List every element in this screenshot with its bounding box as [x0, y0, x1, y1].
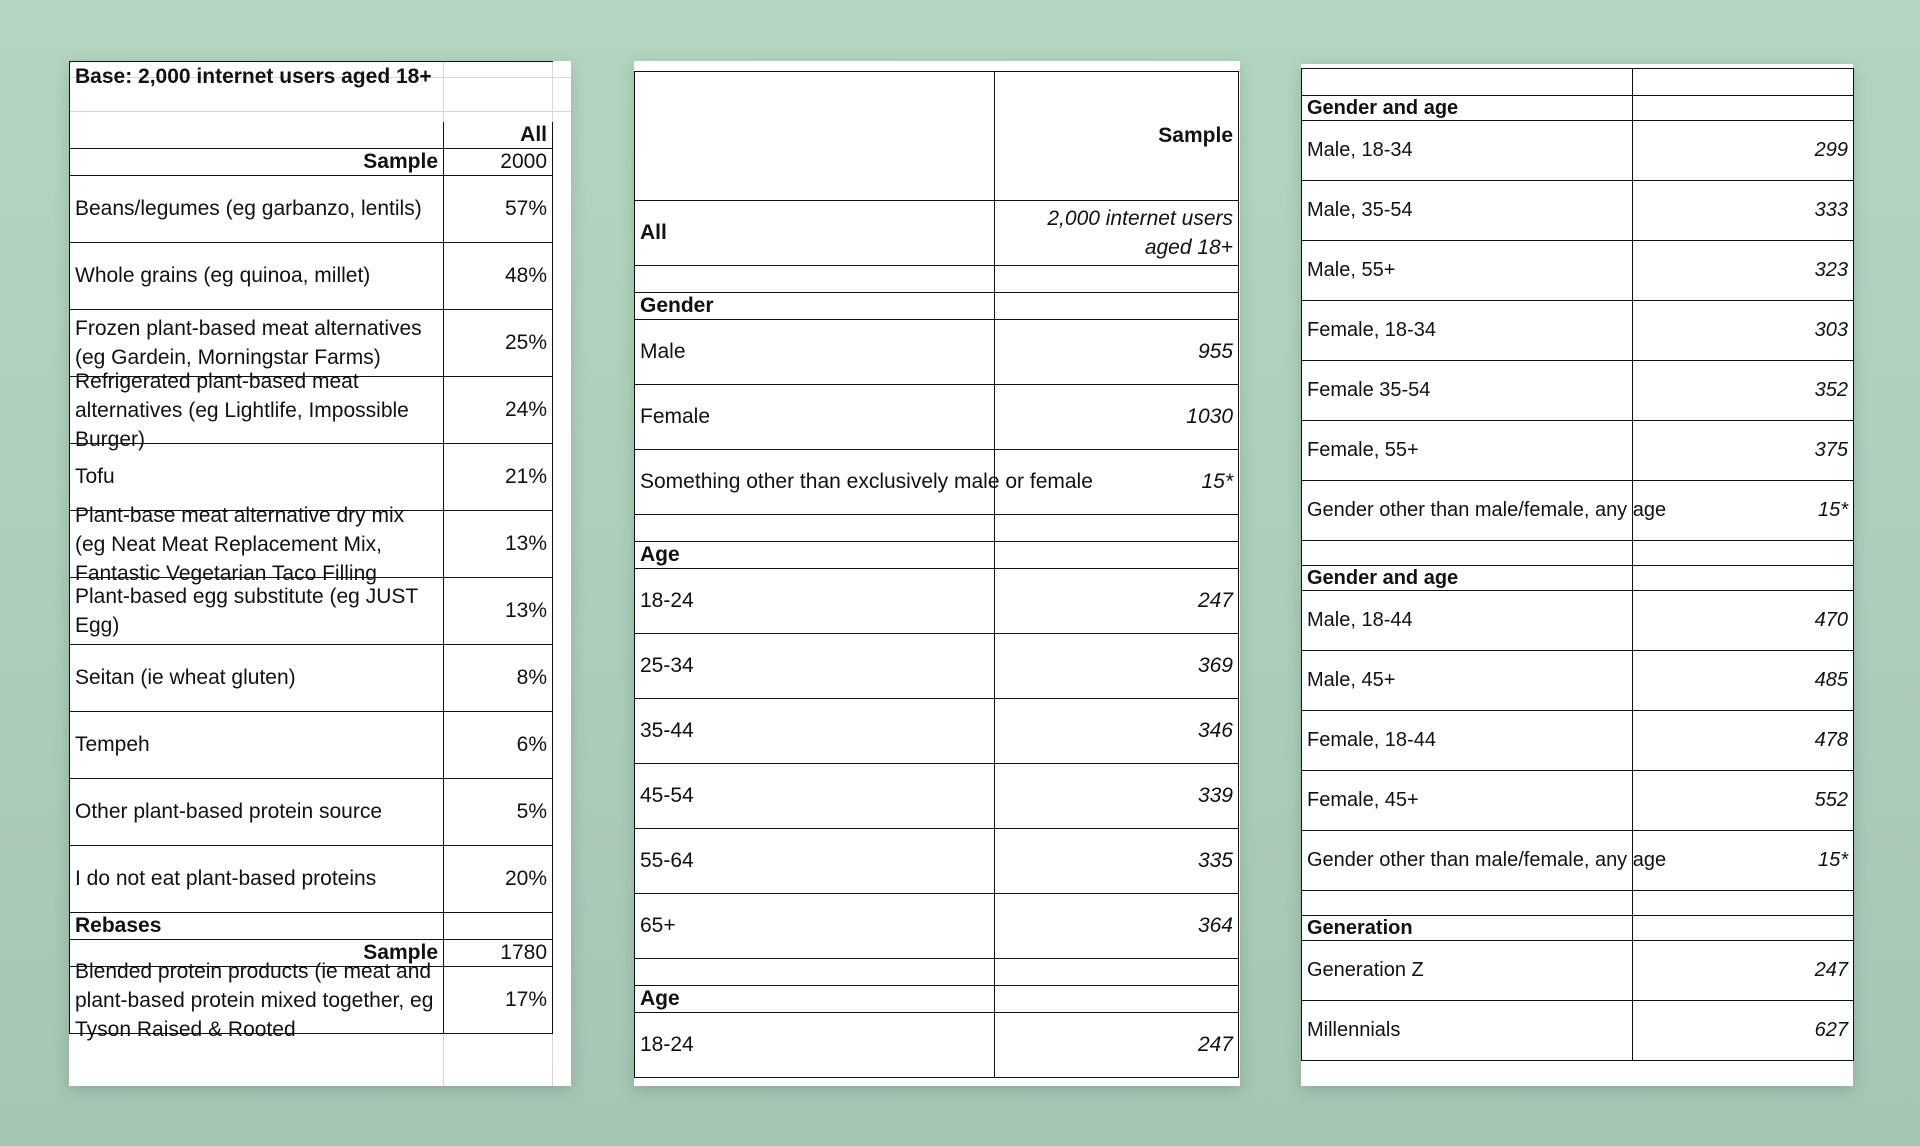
row-value: 955: [995, 320, 1239, 385]
row-value: 24%: [444, 377, 553, 444]
table-row: [1302, 181, 1854, 241]
row-label: Beans/legumes (eg garbanzo, lentils): [70, 176, 444, 243]
row-value: 627: [1633, 1001, 1854, 1061]
demographics-table: [1301, 68, 1854, 1061]
spacer-cell: [1633, 916, 1854, 941]
row-value: 333: [1633, 181, 1854, 241]
spacer-cell: [1633, 541, 1854, 566]
spreadsheet-panel-demographics: [1301, 64, 1853, 1086]
spacer-cell: [1302, 69, 1633, 96]
row-value: 339: [995, 764, 1239, 829]
spacer-cell: [1633, 69, 1854, 96]
row-label: Tofu: [70, 444, 444, 511]
table-row: [70, 779, 553, 846]
row-label: 65+: [635, 894, 995, 959]
row-label: Frozen plant-based meat alternatives (eg Gardein, Morningstar Farms): [70, 310, 444, 377]
section-title: Generation: [1302, 916, 1633, 941]
row-label: 45-54: [635, 764, 995, 829]
spacer-cell: [995, 515, 1239, 542]
rebase-sample-value: 1780: [444, 940, 553, 967]
row-value: 470: [1633, 591, 1854, 651]
row-value: 15*: [1633, 481, 1854, 541]
table-row: [635, 894, 1239, 959]
row-value: 335: [995, 829, 1239, 894]
row-value: 25%: [444, 310, 553, 377]
spacer-cell: [635, 515, 995, 542]
products-table: [69, 61, 553, 1041]
table-row: [635, 634, 1239, 699]
table-row: [1302, 421, 1854, 481]
row-label: Plant-based egg substitute (eg JUST Egg): [70, 578, 444, 645]
row-label: Male, 45+: [1302, 651, 1633, 711]
spacer-cell: [1633, 891, 1854, 916]
row-label: Generation Z: [1302, 941, 1633, 1001]
table-row: [1302, 121, 1854, 181]
rebase-sample-label: Sample: [70, 940, 444, 967]
table-row: [635, 1013, 1239, 1078]
row-value: 478: [1633, 711, 1854, 771]
table-row: [1302, 481, 1854, 541]
row-label: 18-24: [635, 1013, 995, 1078]
row-label: Female, 18-34: [1302, 301, 1633, 361]
row-label: Female: [635, 385, 995, 450]
column-header-sample: Sample: [995, 72, 1239, 201]
row-label: Female 35-54: [1302, 361, 1633, 421]
table-row: [70, 846, 553, 913]
table-row: [70, 578, 553, 645]
table-row: [635, 699, 1239, 764]
row-label-cell: [70, 959, 444, 1041]
table-row: [70, 712, 553, 779]
row-value: 375: [1633, 421, 1854, 481]
spacer-cell: [635, 266, 995, 293]
spacer-cell: [1302, 891, 1633, 916]
sample-label: Sample: [70, 149, 444, 176]
row-label: Tempeh: [70, 712, 444, 779]
row-value: 299: [1633, 121, 1854, 181]
all-value: 2,000 internet users aged 18+: [995, 201, 1239, 266]
table-row: [1302, 591, 1854, 651]
row-label: Other plant-based protein source: [70, 779, 444, 846]
row-label-cell: [70, 503, 444, 585]
row-value: 369: [995, 634, 1239, 699]
row-label: 35-44: [635, 699, 995, 764]
row-value: 247: [995, 1013, 1239, 1078]
row-value: 21%: [444, 444, 553, 511]
table-row: [635, 569, 1239, 634]
row-label: 55-64: [635, 829, 995, 894]
table-row: [635, 764, 1239, 829]
row-label: Male, 18-44: [1302, 591, 1633, 651]
row-value: 1030: [995, 385, 1239, 450]
base-label: Base: 2,000 internet users aged 18+: [70, 62, 553, 93]
table-row: [635, 320, 1239, 385]
table-row: [70, 243, 553, 310]
row-value: 303: [1633, 301, 1854, 361]
row-label: Female, 18-44: [1302, 711, 1633, 771]
row-value: 13%: [444, 578, 553, 645]
row-value: 247: [1633, 941, 1854, 1001]
table-row: [1302, 651, 1854, 711]
row-label: Female, 55+: [1302, 421, 1633, 481]
row-value: 48%: [444, 243, 553, 310]
table-row: [1302, 1001, 1854, 1061]
row-value: 364: [995, 894, 1239, 959]
table-row: [1302, 241, 1854, 301]
row-value: 17%: [444, 967, 553, 1034]
row-label: 18-24: [635, 569, 995, 634]
row-label: Blended protein products (ie meat and plant-based protein mixed together, eg Tyson Raised & Rooted: [75, 959, 434, 1041]
spacer-cell: [995, 959, 1239, 986]
spacer-cell: [995, 266, 1239, 293]
row-label: Refrigerated plant-based meat alternatives (eg Lightlife, Impossible Burger): [75, 369, 409, 451]
table-row: [635, 385, 1239, 450]
table-row: [70, 511, 553, 578]
table-row: [1302, 831, 1854, 891]
row-label: Male, 35-54: [1302, 181, 1633, 241]
spacer-cell: [1302, 541, 1633, 566]
table-row: [70, 645, 553, 712]
table-row: [1302, 771, 1854, 831]
table-row: [70, 967, 553, 1034]
sample-value: 2000: [444, 149, 553, 176]
row-value: 15*: [995, 450, 1239, 515]
spacer-cell: [995, 986, 1239, 1013]
row-value: 5%: [444, 779, 553, 846]
row-value: 323: [1633, 241, 1854, 301]
table-row: [1302, 361, 1854, 421]
table-row: [70, 176, 553, 243]
row-value: 20%: [444, 846, 553, 913]
row-value: 352: [1633, 361, 1854, 421]
table-row: [1302, 941, 1854, 1001]
row-label: 25-34: [635, 634, 995, 699]
spreadsheet-panel-sample: [634, 61, 1240, 1086]
row-value: 346: [995, 699, 1239, 764]
row-value: 247: [995, 569, 1239, 634]
header-blank-cell: [70, 122, 444, 149]
spacer-cell: [635, 959, 995, 986]
table-row: [635, 829, 1239, 894]
row-label: Male, 55+: [1302, 241, 1633, 301]
row-value: 57%: [444, 176, 553, 243]
section-title: Gender and age: [1302, 96, 1633, 121]
row-label: Seitan (ie wheat gluten): [70, 645, 444, 712]
column-header-all: All: [444, 122, 553, 149]
row-label: Whole grains (eg quinoa, millet): [70, 243, 444, 310]
section-title: Gender and age: [1302, 566, 1633, 591]
row-label-cell: [70, 369, 444, 451]
table-row: [1302, 301, 1854, 361]
table-row: [635, 450, 1239, 515]
row-label: Plant-base meat alternative dry mix (eg Neat Meat Replacement Mix, Fantastic Vegetarian Taco Filling: [75, 503, 405, 585]
row-label: Something other than exclusively male or female: [635, 450, 995, 515]
row-value: 6%: [444, 712, 553, 779]
row-label: Male: [635, 320, 995, 385]
spacer-cell: [1633, 566, 1854, 591]
row-label: Male, 18-34: [1302, 121, 1633, 181]
spreadsheet-panel-products: [69, 61, 571, 1086]
table-row: [70, 377, 553, 444]
table-row: [1302, 711, 1854, 771]
spacer-cell: [995, 542, 1239, 569]
rebases-blank-cell: [444, 913, 553, 940]
header-blank-cell: [635, 72, 995, 201]
all-label: All: [635, 201, 995, 266]
spacer-cell: [995, 293, 1239, 320]
row-label: Gender other than male/female, any age: [1302, 481, 1633, 541]
section-title: Age: [635, 542, 995, 569]
section-title: Age: [635, 986, 995, 1013]
spacer-row: [70, 93, 553, 122]
row-label: I do not eat plant-based proteins: [70, 846, 444, 913]
rebases-label: Rebases: [70, 913, 444, 940]
row-label: Millennials: [1302, 1001, 1633, 1061]
row-value: 485: [1633, 651, 1854, 711]
row-label: Gender other than male/female, any age: [1302, 831, 1633, 891]
spacer-cell: [1633, 96, 1854, 121]
row-value: 8%: [444, 645, 553, 712]
row-value: 15*: [1633, 831, 1854, 891]
row-label: Female, 45+: [1302, 771, 1633, 831]
row-value: 13%: [444, 511, 553, 578]
sample-table: [634, 71, 1239, 1078]
section-title: Gender: [635, 293, 995, 320]
row-value: 552: [1633, 771, 1854, 831]
